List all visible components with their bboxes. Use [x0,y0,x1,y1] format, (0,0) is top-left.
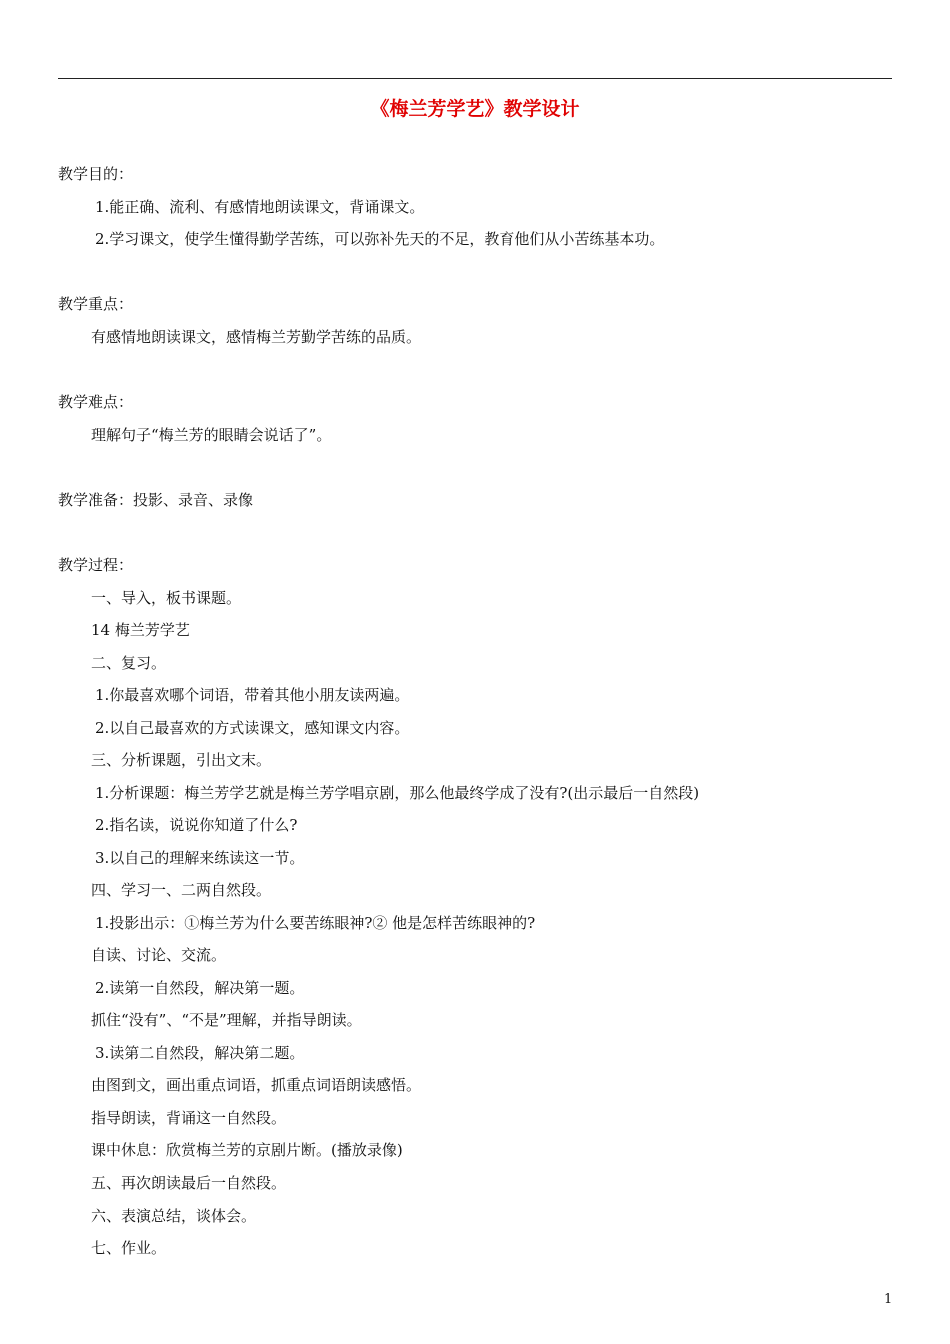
process-line: 1.分析课题：梅兰芳学艺就是梅兰芳学唱京剧，那么他最终学成了没有?(出示最后一自然段) [95,784,700,802]
process-line: 3.读第二自然段，解决第二题。 [95,1044,305,1062]
key-points-heading: 教学重点： [58,295,134,313]
process-line: 五、再次朗读最后一自然段。 [91,1174,287,1192]
process-line: 一、导入，板书课题。 [91,589,242,607]
process-line: 1.你最喜欢哪个词语，带着其他小朋友读两遍。 [95,686,410,704]
objective-item-2: 2.学习课文，使学生懂得勤学苦练，可以弥补先天的不足，教育他们从小苦练基本功。 [95,230,665,248]
process-line: 由图到文，画出重点词语，抓重点词语朗读感悟。 [91,1076,422,1094]
objectives-heading: 教学目的： [58,165,134,183]
process-line: 四、学习一、二两自然段。 [91,881,272,899]
process-line: 七、作业。 [91,1239,167,1257]
process-line: 自读、讨论、交流。 [91,946,227,964]
process-line: 指导朗读，背诵这一自然段。 [91,1109,287,1127]
key-points-text: 有感情地朗读课文，感情梅兰芳勤学苦练的品质。 [91,328,422,346]
process-line: 三、分析课题，引出文末。 [91,751,272,769]
process-line: 2.以自己最喜欢的方式读课文，感知课文内容。 [95,719,410,737]
difficulties-heading: 教学难点： [58,393,134,411]
preparation-line: 教学准备：投影、录音、录像 [58,491,254,509]
process-line: 抓住“没有”、“不是”理解，并指导朗读。 [91,1011,362,1029]
objective-item-1: 1.能正确、流利、有感情地朗读课文，背诵课文。 [95,198,425,216]
process-line: 课中休息：欣赏梅兰芳的京剧片断。(播放录像) [91,1141,403,1159]
process-line: 3.以自己的理解来练读这一节。 [95,849,305,867]
process-line: 六、表演总结，谈体会。 [91,1207,257,1225]
process-heading: 教学过程： [58,556,134,574]
process-line: 14 梅兰芳学艺 [91,621,190,639]
process-line: 2.指名读，说说你知道了什么? [95,816,298,834]
document-title: 《梅兰芳学艺》教学设计 [370,98,580,120]
process-line: 1.投影出示：①梅兰芳为什么要苦练眼神?② 他是怎样苦练眼神的? [95,914,536,932]
process-line: 二、复习。 [91,654,167,672]
page-number: 1 [884,1292,893,1307]
difficulties-text: 理解句子“梅兰芳的眼睛会说话了”。 [91,426,332,444]
process-line: 2.读第一自然段，解决第一题。 [95,979,305,997]
header-rule [58,78,892,79]
